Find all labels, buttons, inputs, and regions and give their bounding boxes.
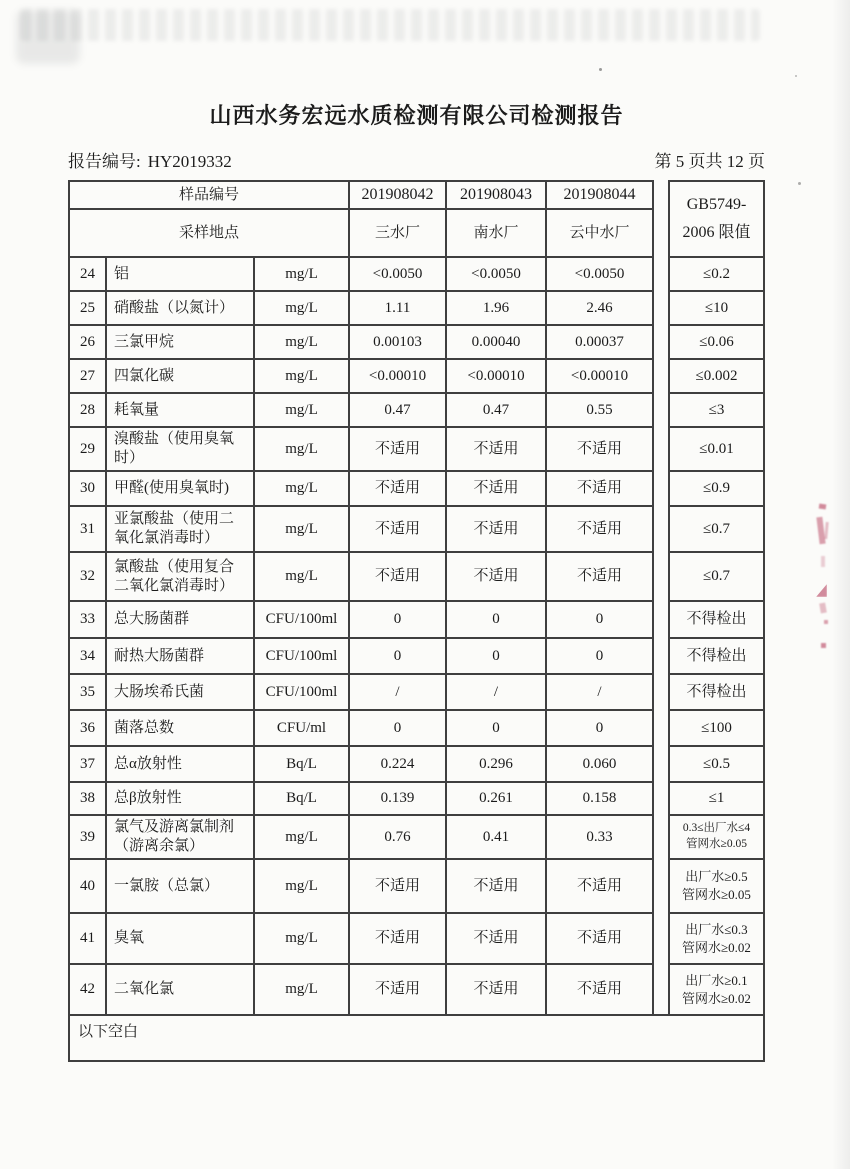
limit-line: 管网水≥0.02 — [682, 990, 751, 1006]
value-cell: 0.76 — [350, 816, 445, 858]
value-cell: 1.96 — [447, 292, 545, 324]
param-name-cell: 总α放射性 — [107, 747, 253, 781]
limit-cell — [670, 816, 763, 858]
report-number-label: 报告编号: — [68, 152, 141, 171]
value-cell: 0.00040 — [447, 326, 545, 358]
param-name-cell: 耗氧量 — [107, 394, 253, 426]
value-cell: 0 — [447, 711, 545, 745]
value-cell: 不适用 — [350, 860, 445, 912]
value-cell: 不适用 — [547, 860, 652, 912]
value-cell: <0.0050 — [447, 258, 545, 290]
limit-cell: ≤0.002 — [670, 360, 763, 392]
row-number-cell: 39 — [70, 816, 105, 858]
scan-noise-speck — [795, 75, 797, 77]
unit-cell: Bq/L — [255, 747, 348, 781]
value-cell: <0.0050 — [350, 258, 445, 290]
value-cell: 0.224 — [350, 747, 445, 781]
unit-cell: mg/L — [255, 292, 348, 324]
value-cell: 0.47 — [447, 394, 545, 426]
scan-bleedthrough-band — [20, 9, 760, 41]
value-cell: 不适用 — [350, 507, 445, 551]
sample-id-header-cell: 样品编号 — [70, 182, 348, 208]
value-cell: / — [547, 675, 652, 709]
row-number-cell: 35 — [70, 675, 105, 709]
value-cell: 不适用 — [350, 472, 445, 505]
row-number-cell: 26 — [70, 326, 105, 358]
unit-cell: mg/L — [255, 428, 348, 470]
value-cell: 不适用 — [447, 965, 545, 1014]
row-number-cell: 38 — [70, 783, 105, 814]
row-number-cell: 27 — [70, 360, 105, 392]
value-cell: 不适用 — [447, 428, 545, 470]
unit-cell: mg/L — [255, 472, 348, 505]
red-stamp-mark — [821, 643, 826, 648]
red-stamp-mark — [819, 603, 827, 614]
row-number-cell: 31 — [70, 507, 105, 551]
footer-note: 以下空白 — [78, 1024, 139, 1040]
unit-cell: mg/L — [255, 507, 348, 551]
value-cell: 不适用 — [350, 914, 445, 963]
row-number-cell: 24 — [70, 258, 105, 290]
value-cell: 不适用 — [447, 914, 545, 963]
scan-bleedthrough-blob — [16, 10, 80, 64]
value-cell: 0.33 — [547, 816, 652, 858]
limit-cell: ≤0.7 — [670, 507, 763, 551]
row-number-cell: 25 — [70, 292, 105, 324]
row-number-cell: 41 — [70, 914, 105, 963]
location-cell: 三水厂 — [350, 210, 445, 256]
red-stamp-mark — [819, 504, 827, 510]
param-name-cell: 甲醛(使用臭氧时) — [107, 472, 253, 505]
sample-id-cell: 201908044 — [547, 182, 652, 208]
value-cell: 不适用 — [547, 428, 652, 470]
limit-cell: ≤3 — [670, 394, 763, 426]
unit-cell: mg/L — [255, 394, 348, 426]
row-number-cell: 33 — [70, 602, 105, 637]
param-name-cell: 二氧化氯 — [107, 965, 253, 1014]
unit-cell: mg/L — [255, 360, 348, 392]
limit-cell: ≤0.2 — [670, 258, 763, 290]
value-cell: 0.55 — [547, 394, 652, 426]
limit-cell: 不得检出 — [670, 675, 763, 709]
param-name-cell: 耐热大肠菌群 — [107, 639, 253, 673]
unit-cell: mg/L — [255, 914, 348, 963]
value-cell: 不适用 — [447, 553, 545, 600]
unit-cell: mg/L — [255, 965, 348, 1014]
page-indicator: 第 5 页共 12 页 — [654, 152, 765, 171]
value-cell: 0.41 — [447, 816, 545, 858]
value-cell: <0.00010 — [350, 360, 445, 392]
red-stamp-mark — [824, 620, 828, 624]
value-cell: 0.00037 — [547, 326, 652, 358]
value-cell: 0.139 — [350, 783, 445, 814]
row-number-cell: 40 — [70, 860, 105, 912]
limit-cell — [670, 914, 763, 963]
unit-cell: Bq/L — [255, 783, 348, 814]
limit-cell: ≤0.06 — [670, 326, 763, 358]
value-cell: 0 — [547, 639, 652, 673]
limit-cell — [670, 860, 763, 912]
location-header-cell: 采样地点 — [70, 210, 348, 256]
red-stamp-mark — [824, 522, 828, 539]
limit-header-cell — [670, 182, 763, 256]
limit-cell — [670, 965, 763, 1014]
value-cell: 不适用 — [447, 860, 545, 912]
value-cell: 0.060 — [547, 747, 652, 781]
limit-cell: 不得检出 — [670, 639, 763, 673]
row-number-cell: 28 — [70, 394, 105, 426]
param-name-cell: 氯酸盐（使用复合二氧化氯消毒时） — [107, 553, 253, 600]
report-meta-row — [68, 147, 765, 172]
table-footer-row — [68, 1014, 765, 1062]
unit-cell: mg/L — [255, 553, 348, 600]
row-number-cell: 37 — [70, 747, 105, 781]
unit-cell: CFU/100ml — [255, 602, 348, 637]
limit-cell: ≤0.5 — [670, 747, 763, 781]
value-cell: 0.00103 — [350, 326, 445, 358]
value-cell: 0 — [350, 639, 445, 673]
value-cell: 不适用 — [547, 472, 652, 505]
limit-cell: ≤0.9 — [670, 472, 763, 505]
unit-cell: CFU/100ml — [255, 675, 348, 709]
limit-header-line2: 2006 限值 — [682, 224, 751, 242]
value-cell: 0 — [350, 711, 445, 745]
row-number-cell: 34 — [70, 639, 105, 673]
limit-line: 管网水≥0.05 — [686, 838, 747, 850]
value-cell: 0.261 — [447, 783, 545, 814]
value-cell: 不适用 — [547, 507, 652, 551]
value-cell: 0 — [350, 602, 445, 637]
limit-line: 管网水≥0.05 — [682, 887, 751, 902]
row-number-cell: 30 — [70, 472, 105, 505]
value-cell: / — [447, 675, 545, 709]
value-cell: <0.00010 — [447, 360, 545, 392]
limit-line: 出厂水≥0.5 — [685, 869, 748, 885]
param-name-cell: 溴酸盐（使用臭氧时） — [107, 428, 253, 470]
limit-line: 管网水≥0.02 — [682, 939, 751, 955]
limit-cell: ≤0.01 — [670, 428, 763, 470]
value-cell: 0.158 — [547, 783, 652, 814]
param-name-cell: 硝酸盐（以氮计） — [107, 292, 253, 324]
red-stamp-mark — [816, 584, 827, 597]
row-number-cell: 36 — [70, 711, 105, 745]
param-name-cell: 总β放射性 — [107, 783, 253, 814]
red-stamp-mark — [821, 556, 825, 567]
limit-header-line1: GB5749- — [686, 195, 747, 213]
value-cell: <0.00010 — [547, 360, 652, 392]
limit-cell: ≤1 — [670, 783, 763, 814]
unit-cell: mg/L — [255, 326, 348, 358]
param-name-cell: 菌落总数 — [107, 711, 253, 745]
limit-line: 0.3≤出厂水≤4 — [682, 822, 751, 835]
results-table — [68, 180, 654, 1016]
value-cell: 不适用 — [350, 428, 445, 470]
value-cell: 0 — [447, 639, 545, 673]
location-cell: 云中水厂 — [547, 210, 652, 256]
param-name-cell: 三氯甲烷 — [107, 326, 253, 358]
value-cell: 2.46 — [547, 292, 652, 324]
limit-line: 出厂水≥0.1 — [685, 972, 748, 988]
report-title: 山西水务宏远水质检测有限公司检测报告 — [209, 103, 624, 128]
report-number-value: HY2019332 — [147, 152, 232, 171]
value-cell: 0.47 — [350, 394, 445, 426]
unit-cell: mg/L — [255, 860, 348, 912]
scan-noise-speck — [798, 182, 801, 185]
limit-cell: 不得检出 — [670, 602, 763, 637]
limit-column — [668, 180, 765, 1016]
unit-cell: CFU/100ml — [255, 639, 348, 673]
value-cell: 0 — [547, 602, 652, 637]
unit-cell: mg/L — [255, 258, 348, 290]
row-number-cell: 42 — [70, 965, 105, 1014]
param-name-cell: 亚氯酸盐（使用二氧化氯消毒时） — [107, 507, 253, 551]
limit-line: 出厂水≤0.3 — [685, 921, 748, 937]
param-name-cell: 总大肠菌群 — [107, 602, 253, 637]
value-cell: 1.11 — [350, 292, 445, 324]
limit-cell: ≤10 — [670, 292, 763, 324]
value-cell: 0 — [447, 602, 545, 637]
value-cell: 不适用 — [447, 507, 545, 551]
sample-id-cell: 201908042 — [350, 182, 445, 208]
limit-cell: ≤0.7 — [670, 553, 763, 600]
scan-noise-speck — [599, 68, 602, 71]
row-number-cell: 32 — [70, 553, 105, 600]
unit-cell: mg/L — [255, 816, 348, 858]
value-cell: 不适用 — [547, 914, 652, 963]
limit-cell: ≤100 — [670, 711, 763, 745]
unit-cell: CFU/ml — [255, 711, 348, 745]
value-cell: 不适用 — [547, 553, 652, 600]
param-name-cell: 四氯化碳 — [107, 360, 253, 392]
value-cell: 不适用 — [447, 472, 545, 505]
param-name-cell: 臭氧 — [107, 914, 253, 963]
report-number — [68, 147, 232, 172]
sample-id-cell: 201908043 — [447, 182, 545, 208]
value-cell: / — [350, 675, 445, 709]
param-name-cell: 一氯胺（总氯） — [107, 860, 253, 912]
value-cell: <0.0050 — [547, 258, 652, 290]
row-number-cell: 29 — [70, 428, 105, 470]
param-name-cell: 铝 — [107, 258, 253, 290]
value-cell: 不适用 — [350, 965, 445, 1014]
value-cell: 0.296 — [447, 747, 545, 781]
value-cell: 0 — [547, 711, 652, 745]
value-cell: 不适用 — [547, 965, 652, 1014]
page-edge-shadow — [832, 0, 850, 1169]
param-name-cell: 氯气及游离氯制剂（游离余氯） — [107, 816, 253, 858]
location-cell: 南水厂 — [447, 210, 545, 256]
param-name-cell: 大肠埃希氏菌 — [107, 675, 253, 709]
value-cell: 不适用 — [350, 553, 445, 600]
